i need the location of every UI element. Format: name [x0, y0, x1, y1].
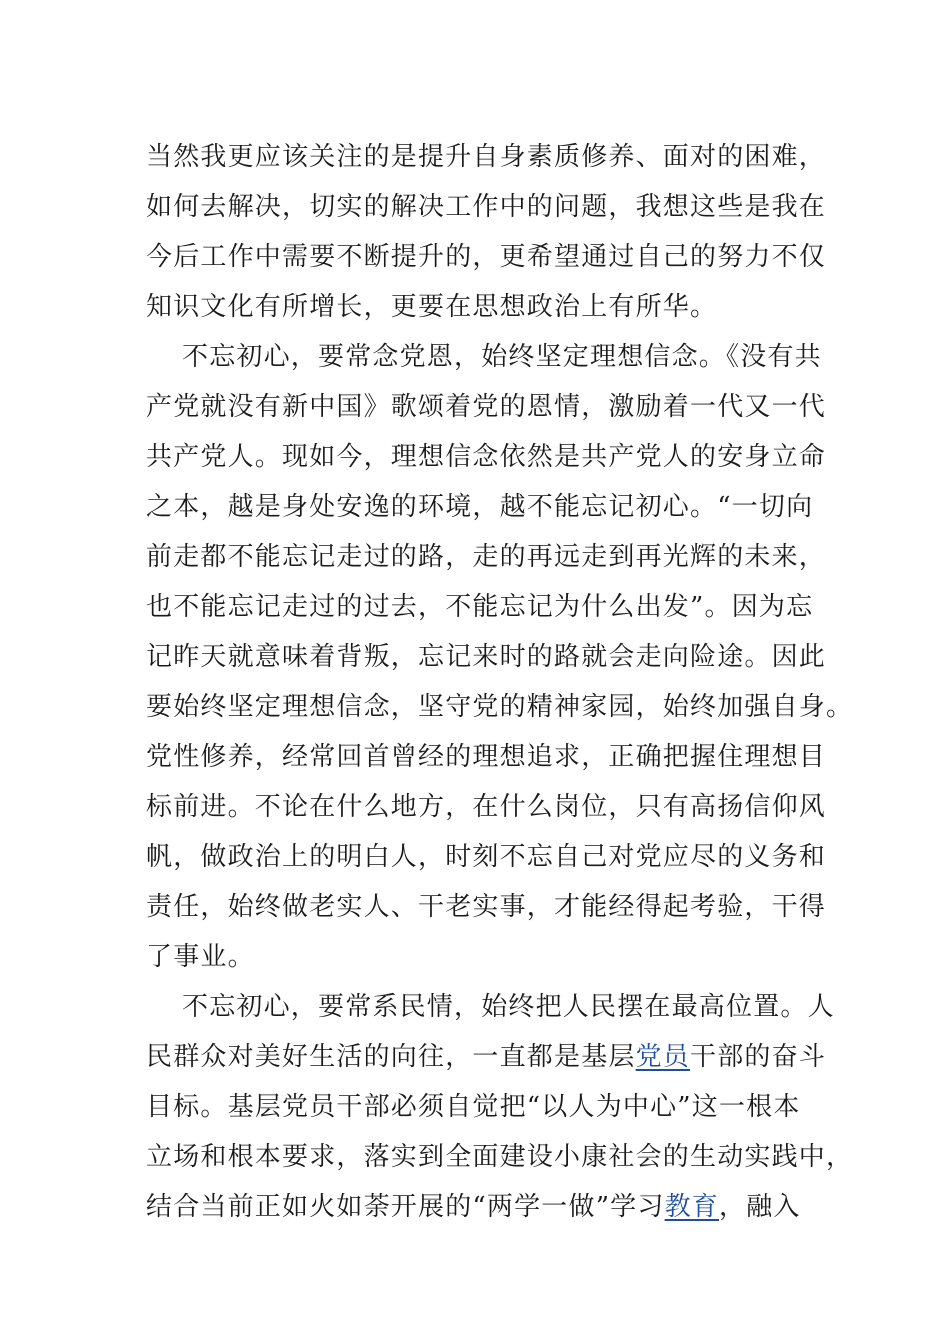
- text-line: [146, 782, 827, 832]
- text-line: [146, 732, 827, 782]
- text-segment: 结合当前正如火如荼开展的“两学一做”学习: [146, 1192, 665, 1222]
- text-segment: 不忘初心，要常系民情，始终把人民摆在最高位置。人: [182, 992, 835, 1022]
- text-segment: 前走都不能忘记走过的路，走的再远走到再光辉的未来，: [146, 542, 827, 572]
- text-segment: 立场和根本要求，落实到全面建设小康社会的生动实践中，: [146, 1142, 854, 1172]
- text-line: [146, 982, 835, 1032]
- text-line: [146, 632, 827, 682]
- paragraph: [146, 332, 854, 982]
- text-line: [146, 532, 827, 582]
- text-line: [146, 132, 827, 182]
- document-body: [146, 132, 854, 1232]
- text-line: [146, 932, 806, 982]
- text-segment: ，融入: [719, 1192, 801, 1222]
- text-line: [146, 482, 814, 532]
- text-line: [146, 1032, 827, 1082]
- text-line: [146, 432, 827, 482]
- text-line: [146, 832, 827, 882]
- text-segment: 如何去解决，切实的解决工作中的问题，我想这些是我在: [146, 192, 827, 222]
- text-line: [146, 1082, 806, 1132]
- paragraph: [146, 982, 854, 1232]
- text-segment: 也不能忘记走过的过去，不能忘记为什么出发”。因为忘: [146, 592, 814, 622]
- text-segment: 民群众对美好生活的向往，一直都是基层: [146, 1042, 636, 1072]
- hyperlink[interactable]: 教育: [664, 1192, 719, 1222]
- hyperlink[interactable]: 党员: [635, 1042, 691, 1072]
- text-segment: 知识文化有所增长，更要在思想政治上有所华。: [146, 292, 718, 322]
- text-line: [146, 1132, 854, 1182]
- text-segment: 目标。基层党员干部必须自觉把“以人为中心”这一根本: [146, 1092, 801, 1122]
- text-line: [146, 1182, 806, 1232]
- text-segment: 帆，做政治上的明白人，时刻不忘自己对党应尽的义务和: [146, 842, 827, 872]
- text-line: [146, 682, 854, 732]
- text-segment: 共产党人。现如今，理想信念依然是共产党人的安身立命: [146, 442, 827, 472]
- text-segment: 党性修养，经常回首曾经的理想追求，正确把握住理想目: [146, 742, 827, 772]
- text-segment: 之本，越是身处安逸的环境，越不能忘记初心。“一切向: [146, 492, 814, 522]
- text-segment: 记昨天就意味着背叛，忘记来时的路就会走向险途。因此: [146, 642, 827, 672]
- text-segment: 产党就没有新中国》歌颂着党的恩情，激励着一代又一代: [146, 392, 827, 422]
- text-line: [146, 182, 827, 232]
- text-segment: 当然我更应该关注的是提升自身素质修养、面对的困难，: [146, 142, 827, 172]
- text-segment: 了事业。: [146, 942, 255, 972]
- text-segment: 标前进。不论在什么地方，在什么岗位，只有高扬信仰风: [146, 792, 827, 822]
- text-line: [146, 282, 806, 332]
- text-segment: 不忘初心，要常念党恩，始终坚定理想信念。《没有共: [182, 342, 822, 372]
- text-segment: 干部的奋斗: [690, 1042, 827, 1072]
- text-line: [146, 232, 827, 282]
- text-segment: 责任，始终做老实人、干老实事，才能经得起考验，干得: [146, 892, 827, 922]
- text-segment: 要始终坚定理想信念，坚守党的精神家园，始终加强自身。: [146, 692, 854, 722]
- text-segment: 今后工作中需要不断提升的，更希望通过自己的努力不仅: [146, 242, 827, 272]
- text-line: [146, 332, 822, 382]
- text-line: [146, 382, 827, 432]
- text-line: [146, 882, 827, 932]
- text-line: [146, 582, 814, 632]
- paragraph: [146, 132, 827, 332]
